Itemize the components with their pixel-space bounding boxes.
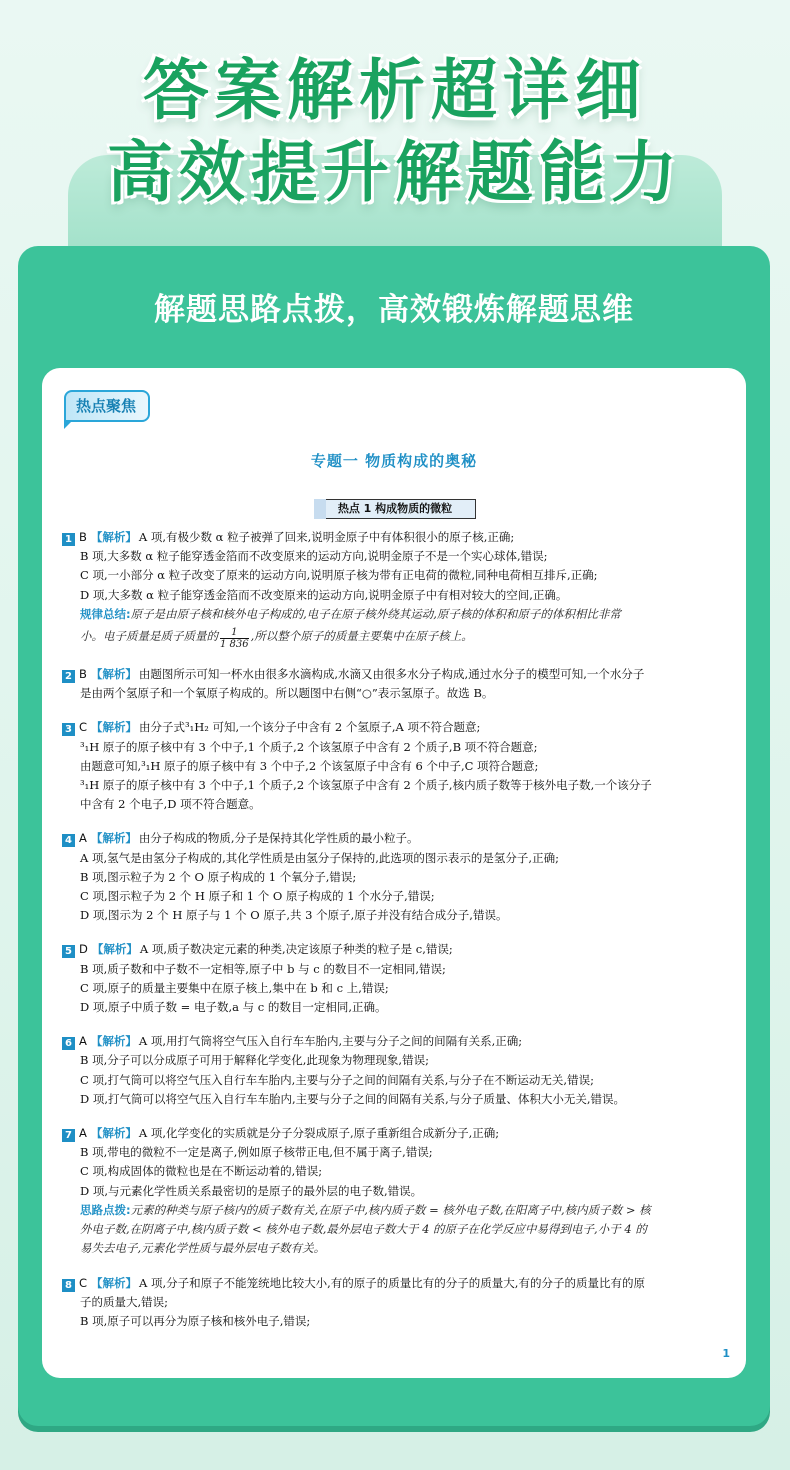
analysis-line: B 项,原子可以再分为原子核和核外电子,错误; (80, 1313, 311, 1328)
analysis-line: ³₁H 原子的原子核中有 3 个中子,1 个质子,2 个该氢原子中含有 2 个质子,核内质子数等于核外电子数,一个该分子 (80, 778, 652, 793)
analysis-line: B 项,分子可以分成原子可用于解释化学变化,此现象为物理现象,错误; (80, 1053, 429, 1068)
analysis-line: A 项,质子数决定元素的种类,决定该原子种类的粒子是 c,错误; (139, 942, 453, 957)
note-line: 原子是由原子核和核外电子构成的,电子在原子核外绕其运动,原子核的体积和原子的体积相比非常 (130, 606, 621, 621)
analysis-tag: 【解析】 (90, 1126, 137, 1141)
note-line: 小。电子质量是质子质量的 (80, 629, 218, 644)
analysis-tag: 【解析】 (91, 942, 138, 957)
question-number: 6 (62, 1037, 75, 1050)
question-item (62, 665, 726, 703)
subtitle: 解题思路点拨，高效锻炼解题思维 (154, 292, 634, 328)
analysis-line: A 项,有极少数 α 粒子被弹了回来,说明金原子中有体积很小的原子核,正确; (138, 530, 515, 544)
topic-title: 专题一 物质构成的奥秘 (310, 452, 478, 470)
green-panel (18, 246, 770, 1426)
question-item (62, 1274, 726, 1332)
analysis-line: A 项,化学变化的实质就是分子分裂成原子,原子重新组合成新分子,正确; (138, 1126, 500, 1141)
analysis-line: B 项,大多数 α 粒子能穿透金箔而不改变原来的运动方向,说明金原子不是一个实心球体,错误; (80, 549, 548, 564)
question-number: 5 (62, 945, 75, 958)
note-line: 外电子数,在阴离子中,核内质子数 < 核外电子数,最外层电子数大于 4 的原子在化学反应中易得到电子,小于 4 的 (80, 1222, 647, 1237)
question-item (62, 718, 726, 814)
analysis-line: D 项,打气筒可以将空气压入自行车车胎内,主要与分子之间的间隔有关系,与分子质量、体积大小无关,错误。 (80, 1091, 625, 1106)
fraction-denominator: 1 836 (220, 639, 249, 651)
document-page (42, 368, 746, 1378)
analysis-line: B 项,带电的微粒不一定是离子,例如原子核带正电,但不属于离子,错误; (80, 1145, 433, 1160)
question-item (62, 940, 726, 1017)
analysis-line: 由题意可知,³₁H 原子的原子核中有 3 个中子,2 个该氢原子中含有 6 个中子,C 项符合题意; (80, 758, 539, 773)
note-line: 元素的种类与原子核内的质子数有关,在原子中,核内质子数 = 核外电子数,在阳离子中,核内质子数 > 核 (130, 1202, 651, 1217)
analysis-tag: 【解析】 (90, 831, 137, 846)
analysis-line: C 项,构成固体的微粒也是在不断运动着的,错误; (80, 1164, 323, 1179)
analysis-line: C 项,原子的质量主要集中在原子核上,集中在 b 和 c 上,错误; (80, 980, 389, 995)
note-line: ,所以整个原子的质量主要集中在原子核上。 (250, 629, 473, 644)
analysis-line: D 项,大多数 α 粒子能穿透金箔而不改变原来的运动方向,说明金原子中有相对较大的空间,正确。 (80, 587, 568, 602)
answer-letter: D (79, 942, 88, 957)
analysis-tag: 【解析】 (90, 530, 137, 544)
analysis-line: C 项,一小部分 α 粒子改变了原来的运动方向,说明原子核为带有正电荷的微粒,同种电荷相互排斥,正确; (80, 568, 598, 583)
question-item (62, 829, 726, 925)
analysis-line: 由分子构成的物质,分子是保持其化学性质的最小粒子。 (138, 831, 419, 846)
note-tag: 规律总结: (80, 606, 131, 621)
analysis-line: D 项,与元素化学性质关系最密切的是原子的最外层的电子数,错误。 (80, 1183, 423, 1198)
analysis-line: ³₁H 原子的原子核中有 3 个中子,1 个质子,2 个该氢原子中含有 2 个质子,B 项不符合题意; (80, 739, 538, 754)
question-number: 7 (62, 1129, 75, 1142)
analysis-line: 是由两个氢原子和一个氧原子构成的。所以题图中右侧“○”表示氢原子。故选 B。 (80, 686, 494, 701)
answer-letter: B (79, 667, 87, 682)
analysis-line: C 项,图示粒子为 2 个 H 原子和 1 个 O 原子构成的 1 个水分子,错误; (80, 889, 435, 904)
analysis-line: A 项,氢气是由氢分子构成的,其化学性质是由氢分子保持的,此选项的图示表示的是氢分子,正确; (80, 850, 559, 865)
analysis-line: D 项,图示为 2 个 H 原子与 1 个 O 原子,共 3 个原子,原子并没有结合成分子,错误。 (80, 908, 508, 923)
answer-letter: A (79, 1034, 87, 1049)
analysis-line: B 项,质子数和中子数不一定相等,原子中 b 与 c 的数目不一定相同,错误; (80, 961, 446, 976)
analysis-line: 子的质量大,错误; (80, 1294, 169, 1309)
headline-line-1: 答案解析超详细 (143, 52, 647, 129)
analysis-line: B 项,图示粒子为 2 个 O 原子构成的 1 个氧分子,错误; (80, 869, 357, 884)
answer-letter: C (79, 1275, 88, 1290)
analysis-line: A 项,用打气筒将空气压入自行车车胎内,主要与分子之间的间隔有关系,正确; (138, 1034, 523, 1049)
answer-letter: A (79, 1126, 87, 1141)
analysis-tag: 【解析】 (91, 1275, 138, 1290)
analysis-tag: 【解析】 (90, 1034, 137, 1049)
fraction (220, 627, 249, 650)
question-number: 4 (62, 834, 75, 847)
analysis-line: C 项,打气筒可以将空气压入自行车车胎内,主要与分子之间的间隔有关系,与分子在不断运动无关,错误; (80, 1072, 594, 1087)
answer-letter: C (79, 720, 88, 735)
fraction-numerator: 1 (220, 627, 249, 639)
question-number: 1 (62, 533, 75, 546)
page-number: 1 (722, 1347, 730, 1360)
question-number: 8 (62, 1279, 75, 1292)
note-line: 易失去电子,元素化学性质与最外层电子数有关。 (80, 1241, 326, 1256)
analysis-line: D 项,原子中质子数 = 电子数,a 与 c 的数目一定相同,正确。 (80, 1000, 387, 1015)
analysis-tag: 【解析】 (91, 720, 138, 735)
analysis-line: 由题图所示可知一杯水由很多水滴构成,水滴又由很多水分子构成,通过水分子的模型可知,一个水分子 (138, 667, 645, 682)
question-item (62, 528, 726, 650)
answer-list (62, 528, 726, 1346)
note-tag: 思路点拨: (80, 1202, 131, 1217)
question-number: 3 (62, 723, 75, 736)
analysis-tag: 【解析】 (90, 667, 137, 682)
section-badge: 热点聚焦 (64, 390, 150, 422)
analysis-line: A 项,分子和原子不能笼统地比较大小,有的原子的质量比有的分子的质量大,有的分子的质量比有的原 (139, 1275, 645, 1290)
question-number: 2 (62, 670, 75, 683)
answer-letter: A (79, 831, 87, 846)
analysis-line: 中含有 2 个电子,D 项不符合题意。 (80, 797, 261, 812)
question-item (62, 1124, 726, 1258)
hotpoint-label: 热点 1 构成物质的微粒 (314, 499, 476, 519)
analysis-line: 由分子式³₁H₂ 可知,一个该分子中含有 2 个氢原子,A 项不符合题意; (139, 720, 481, 735)
answer-letter: B (79, 530, 87, 544)
question-item (62, 1032, 726, 1109)
headline-line-2: 高效提升解题能力 (107, 134, 683, 211)
